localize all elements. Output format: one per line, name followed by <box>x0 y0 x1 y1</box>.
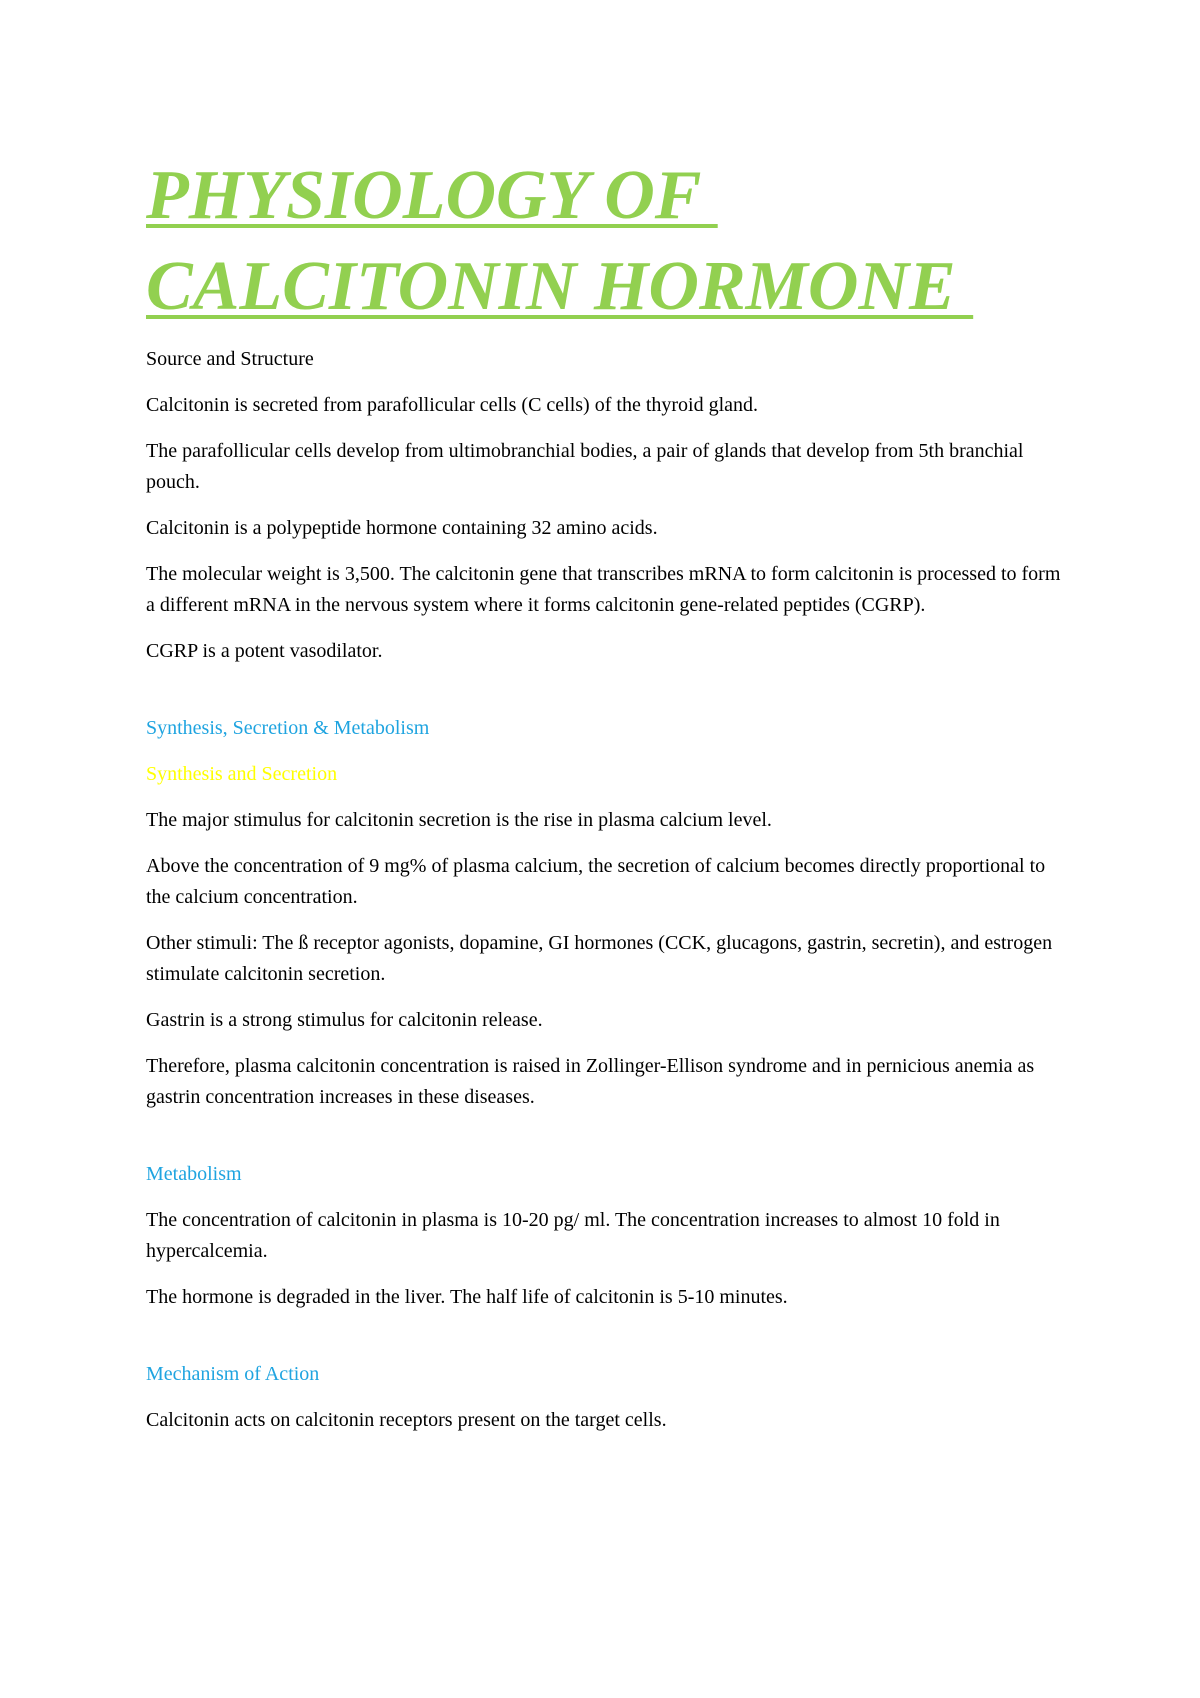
paragraph-synthesis-5: Therefore, plasma calcitonin concentration is raised in Zollinger-Ellison syndrome and in pernicious anemia as gastrin concentration increases in these diseases. <box>146 1055 1035 1108</box>
paragraph-source-4: The molecular weight is 3,500. The calcitonin gene that transcribes mRNA to form calcitonin is processed to form a different mRNA in the nervous system where it forms calcitonin gene-related peptides (CGRP). <box>146 563 1061 616</box>
spacer <box>146 682 1066 713</box>
synthesis-subheading: Synthesis and Secretion <box>146 763 338 785</box>
paragraph-source-3: Calcitonin is a polypeptide hormone containing 32 amino acids. <box>146 517 658 539</box>
paragraph-source-5: CGRP is a potent vasodilator. <box>146 640 383 662</box>
paragraph-metabolism-1: The concentration of calcitonin in plasma is 10-20 pg/ ml. The concentration increases to almost 10 fold in hypercalcemia. <box>146 1209 1000 1262</box>
spacer <box>146 1128 1066 1159</box>
title-line-1: PHYSIOLOGY OF <box>146 157 718 234</box>
paragraph-synthesis-3: Other stimuli: The ß receptor agonists, dopamine, GI hormones (CCK, glucagons, gastrin, secretin), and estrogen stimulate calcitonin secretion. <box>146 932 1053 985</box>
paragraph-metabolism-2: The hormone is degraded in the liver. The half life of calcitonin is 5-10 minutes. <box>146 1286 788 1308</box>
paragraph-synthesis-1: The major stimulus for calcitonin secretion is the rise in plasma calcium level. <box>146 809 772 831</box>
spacer <box>146 1328 1066 1359</box>
paragraph-synthesis-4: Gastrin is a strong stimulus for calcitonin release. <box>146 1009 543 1031</box>
paragraph-source-2: The parafollicular cells develop from ultimobranchial bodies, a pair of glands that develop from 5th branchial pouch. <box>146 440 1024 493</box>
source-heading: Source and Structure <box>146 348 314 370</box>
title-line-2: CALCITONIN HORMONE <box>146 248 974 325</box>
paragraph-synthesis-2: Above the concentration of 9 mg% of plasma calcium, the secretion of calcium becomes directly proportional to the calcium concentration. <box>146 855 1046 908</box>
paragraph-source-1: Calcitonin is secreted from parafollicular cells (C cells) of the thyroid gland. <box>146 394 759 416</box>
paragraph-mechanism-1: Calcitonin acts on calcitonin receptors present on the target cells. <box>146 1409 667 1431</box>
mechanism-heading: Mechanism of Action <box>146 1363 320 1385</box>
synthesis-heading: Synthesis, Secretion & Metabolism <box>146 717 430 739</box>
metabolism-heading: Metabolism <box>146 1163 242 1185</box>
document-page <box>146 150 1066 1451</box>
document-title <box>146 150 1066 332</box>
